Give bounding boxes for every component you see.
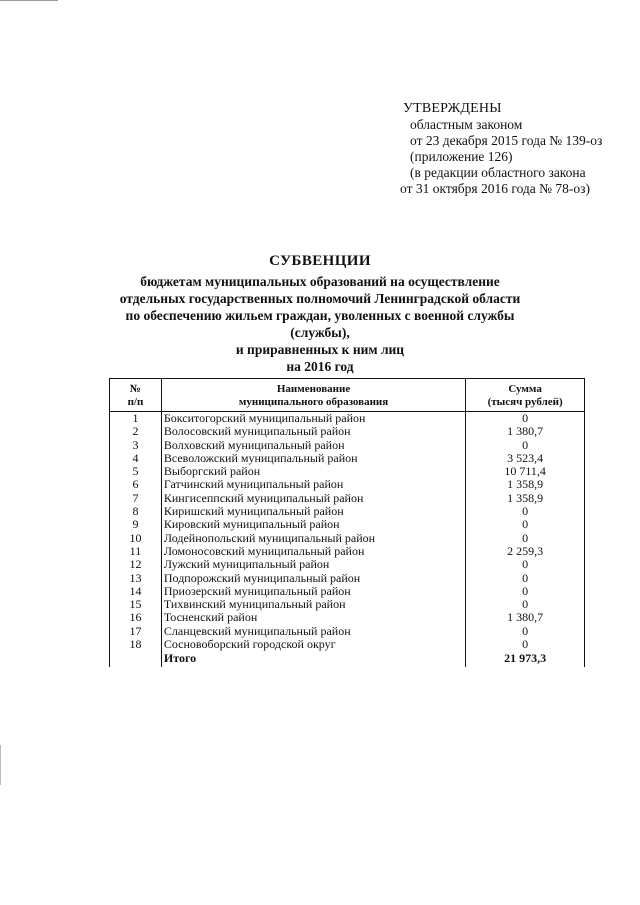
row-name: Выборгский район bbox=[161, 465, 465, 478]
row-number: 12 bbox=[110, 558, 162, 571]
row-sum: 0 bbox=[466, 505, 585, 518]
row-name: Сосновоборский городской округ bbox=[161, 638, 465, 651]
row-name: Подпорожский муниципальный район bbox=[161, 572, 465, 585]
row-number: 2 bbox=[110, 425, 162, 438]
row-sum: 2 259,3 bbox=[466, 545, 585, 558]
row-name: Приозерский муниципальный район bbox=[161, 585, 465, 598]
table-row bbox=[110, 452, 585, 465]
row-sum: 0 bbox=[466, 638, 585, 651]
row-sum: 0 bbox=[466, 412, 585, 426]
row-number: 3 bbox=[110, 439, 162, 452]
table-total-row bbox=[110, 651, 585, 666]
scan-edge-mark-top bbox=[0, 0, 58, 1]
title-line-4: и приравненных к ним лиц bbox=[235, 342, 405, 357]
row-number: 16 bbox=[110, 611, 162, 624]
row-number: 9 bbox=[110, 518, 162, 531]
row-sum: 10 711,4 bbox=[466, 465, 585, 478]
row-name: Лужский муниципальный район bbox=[161, 558, 465, 571]
row-number: 1 bbox=[110, 412, 162, 426]
approval-line-revision-date: от 31 октября 2016 года № 78-оз) bbox=[400, 181, 590, 196]
row-number: 17 bbox=[110, 625, 162, 638]
table-row bbox=[110, 425, 585, 438]
table-row bbox=[110, 611, 585, 624]
header-number bbox=[110, 379, 162, 412]
row-name: Кировский муниципальный район bbox=[161, 518, 465, 531]
row-sum: 0 bbox=[466, 585, 585, 598]
row-number: 15 bbox=[110, 598, 162, 611]
row-name: Тосненский район bbox=[161, 611, 465, 624]
total-label: Итого bbox=[161, 651, 465, 666]
row-number: 11 bbox=[110, 545, 162, 558]
row-sum: 1 358,9 bbox=[466, 478, 585, 491]
table-row bbox=[110, 558, 585, 571]
row-sum: 3 523,4 bbox=[466, 452, 585, 465]
row-sum: 0 bbox=[466, 558, 585, 571]
table-row bbox=[110, 439, 585, 452]
subventions-table bbox=[109, 378, 585, 667]
row-name: Гатчинский муниципальный район bbox=[161, 478, 465, 491]
table-row bbox=[110, 505, 585, 518]
row-sum: 0 bbox=[466, 518, 585, 531]
row-number: 4 bbox=[110, 452, 162, 465]
row-name: Киришский муниципальный район bbox=[161, 505, 465, 518]
header-sum-line-1: Сумма bbox=[508, 383, 542, 395]
row-name: Волосовский муниципальный район bbox=[161, 425, 465, 438]
title-main: СУБВЕНЦИИ bbox=[269, 253, 371, 269]
table-row bbox=[110, 478, 585, 491]
row-name: Волховский муниципальный район bbox=[161, 439, 465, 452]
document-title bbox=[100, 253, 540, 375]
total-number-cell bbox=[110, 651, 162, 666]
row-number: 7 bbox=[110, 492, 162, 505]
row-sum: 1 380,7 bbox=[466, 425, 585, 438]
header-sum bbox=[466, 379, 585, 412]
row-number: 5 bbox=[110, 465, 162, 478]
header-name-line-1: Наименование bbox=[276, 383, 351, 395]
table-row bbox=[110, 572, 585, 585]
approval-line-appendix: (приложение 126) bbox=[410, 149, 513, 164]
table-header-row bbox=[110, 379, 585, 412]
row-name: Сланцевский муниципальный район bbox=[161, 625, 465, 638]
table-row bbox=[110, 638, 585, 651]
header-name-line-2: муниципального образования bbox=[238, 396, 389, 408]
header-name bbox=[161, 379, 465, 412]
table-row bbox=[110, 412, 585, 426]
row-name: Ломоносовский муниципальный район bbox=[161, 545, 465, 558]
row-sum: 0 bbox=[466, 439, 585, 452]
table-row bbox=[110, 532, 585, 545]
row-number: 13 bbox=[110, 572, 162, 585]
header-number-line-1: № bbox=[129, 383, 141, 395]
approval-heading: УТВЕРЖДЕНЫ bbox=[403, 101, 502, 116]
row-sum: 0 bbox=[466, 572, 585, 585]
table-row bbox=[110, 625, 585, 638]
table-row bbox=[110, 465, 585, 478]
row-number: 6 bbox=[110, 478, 162, 491]
approval-stamp bbox=[400, 101, 603, 197]
table-row bbox=[110, 545, 585, 558]
row-number: 8 bbox=[110, 505, 162, 518]
row-sum: 1 358,9 bbox=[466, 492, 585, 505]
table-row bbox=[110, 518, 585, 531]
row-number: 18 bbox=[110, 638, 162, 651]
row-sum: 0 bbox=[466, 598, 585, 611]
row-sum: 0 bbox=[466, 625, 585, 638]
row-name: Лодейнопольский муниципальный район bbox=[161, 532, 465, 545]
row-number: 14 bbox=[110, 585, 162, 598]
title-line-2: отдельных государственных полномочий Ленинградской области bbox=[119, 291, 521, 306]
scan-edge-mark-left bbox=[0, 745, 1, 785]
total-sum: 21 973,3 bbox=[466, 651, 585, 666]
title-line-5: на 2016 год bbox=[286, 359, 354, 374]
row-name: Всеволожский муниципальный район bbox=[161, 452, 465, 465]
row-name: Кингисеппский муниципальный район bbox=[161, 492, 465, 505]
header-number-line-2: п/п bbox=[127, 396, 144, 408]
approval-line-revision: (в редакции областного закона bbox=[410, 165, 586, 180]
approval-line-date: от 23 декабря 2015 года № 139-оз bbox=[410, 133, 603, 148]
table-row bbox=[110, 492, 585, 505]
title-line-1: бюджетам муниципальных образований на осуществление bbox=[140, 274, 500, 289]
row-sum: 1 380,7 bbox=[466, 611, 585, 624]
row-name: Бокситогорский муниципальный район bbox=[161, 412, 465, 426]
approval-line-law: областным законом bbox=[410, 117, 523, 132]
header-sum-line-2: (тысяч рублей) bbox=[487, 396, 563, 408]
row-number: 10 bbox=[110, 532, 162, 545]
title-line-3: по обеспечению жильем граждан, уволенных с военной службы (службы), bbox=[125, 308, 515, 340]
row-sum: 0 bbox=[466, 532, 585, 545]
table-row bbox=[110, 598, 585, 611]
table-row bbox=[110, 585, 585, 598]
row-name: Тихвинский муниципальный район bbox=[161, 598, 465, 611]
